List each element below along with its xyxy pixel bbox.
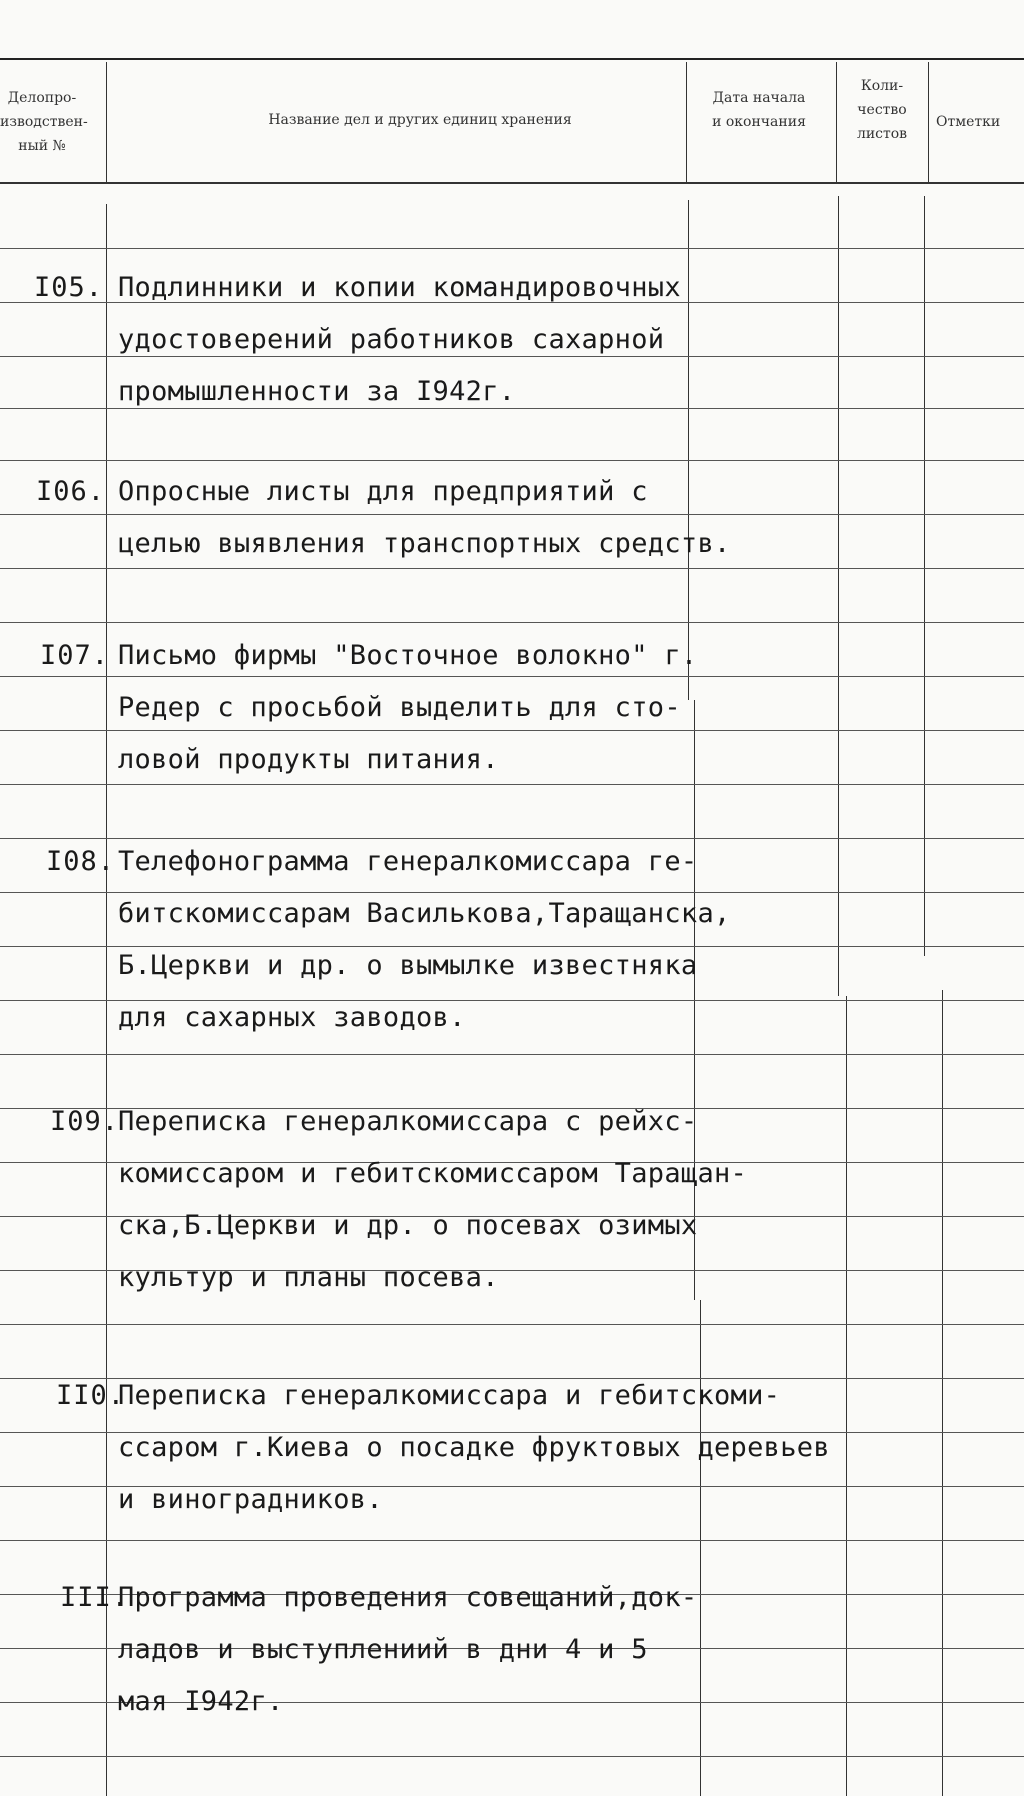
entry-line: промышленности за I942г.: [118, 376, 516, 407]
entry-line: культур и планы посева.: [118, 1262, 499, 1293]
ruled-line: [0, 1324, 1024, 1325]
header-number-column: Делопро- изводствен- ный №: [0, 90, 88, 154]
ruled-line: [0, 1054, 1024, 1055]
entry-line: удостоверений работников сахарной: [118, 324, 665, 355]
entry-title: [118, 466, 731, 570]
entry-line: ладов и выступлениий в дни 4 и 5: [118, 1634, 648, 1665]
entry-line: Телефонограмма генералкомиссара ге-: [118, 846, 698, 877]
body-divider-4a: [924, 196, 925, 956]
entry-line: Программа проведения совещаний,док-: [118, 1582, 698, 1613]
entry-number: II0.: [56, 1380, 126, 1411]
entry-line: ска,Б.Церкви и др. о посевах озимых: [118, 1210, 698, 1241]
entry-number: I05.: [34, 272, 104, 303]
header-notes-column: Отметки: [936, 114, 1001, 130]
entry-line: Письмо фирмы "Восточное волокно" г.: [118, 640, 698, 671]
entry-title: [118, 1572, 697, 1728]
entry-number: I06.: [36, 476, 106, 507]
body-divider-2a: [688, 200, 689, 700]
header-sheets-column: Коли- чество листов: [856, 78, 908, 142]
header-divider-1: [106, 62, 107, 182]
header-divider-3: [836, 62, 837, 182]
header-dates-column: Дата начала и окончания: [712, 90, 806, 130]
header-top-rule: [0, 58, 1024, 60]
entry-number: III.: [60, 1582, 130, 1613]
entry-line: целью выявления транспортных средств.: [118, 528, 731, 559]
entry-title: [118, 1096, 747, 1304]
ruled-line: [0, 1756, 1024, 1757]
entry-title: [118, 836, 731, 1044]
entry-line: мая I942г.: [118, 1686, 284, 1717]
ruled-line: [0, 622, 1024, 623]
header-title-column: Название дел и других единиц хранения: [268, 112, 572, 128]
entry-number: I07.: [40, 640, 110, 671]
entry-line: ссаром г.Киева о посадке фруктовых деревьев: [118, 1432, 830, 1463]
entry-line: и виноградников.: [118, 1484, 383, 1515]
body-divider-3b: [846, 996, 847, 1796]
body-divider-4b: [942, 990, 943, 1796]
ruled-line: [0, 1540, 1024, 1541]
entry-title: [118, 1370, 830, 1526]
entry-line: Переписка генералкомиссара с рейхс-: [118, 1106, 698, 1137]
header-divider-2: [686, 62, 687, 182]
entry-line: Б.Церкви и др. о вымылке известняка: [118, 950, 698, 981]
entry-line: Опросные листы для предприятий с: [118, 476, 648, 507]
ruled-line: [0, 248, 1024, 249]
entry-title: [118, 630, 697, 786]
entry-line: комиссаром и гебитскомиссаром Таращан-: [118, 1158, 748, 1189]
header-divider-4: [928, 62, 929, 182]
body-divider-3a: [838, 196, 839, 996]
entry-line: Переписка генералкомиссара и гебитскоми-: [118, 1380, 781, 1411]
entry-number: I09.: [50, 1106, 120, 1137]
entry-line: ловой продукты питания.: [118, 744, 499, 775]
entry-line: битскомиссарам Василькова,Таращанска,: [118, 898, 731, 929]
ruled-line: [0, 460, 1024, 461]
entry-title: [118, 262, 681, 418]
entry-number: I08.: [46, 846, 116, 877]
entry-line: для сахарных заводов.: [118, 1002, 466, 1033]
entry-line: Редер с просьбой выделить для сто-: [118, 692, 681, 723]
entry-line: Подлинники и копии командировочных: [118, 272, 681, 303]
header-bottom-rule: [0, 182, 1024, 184]
